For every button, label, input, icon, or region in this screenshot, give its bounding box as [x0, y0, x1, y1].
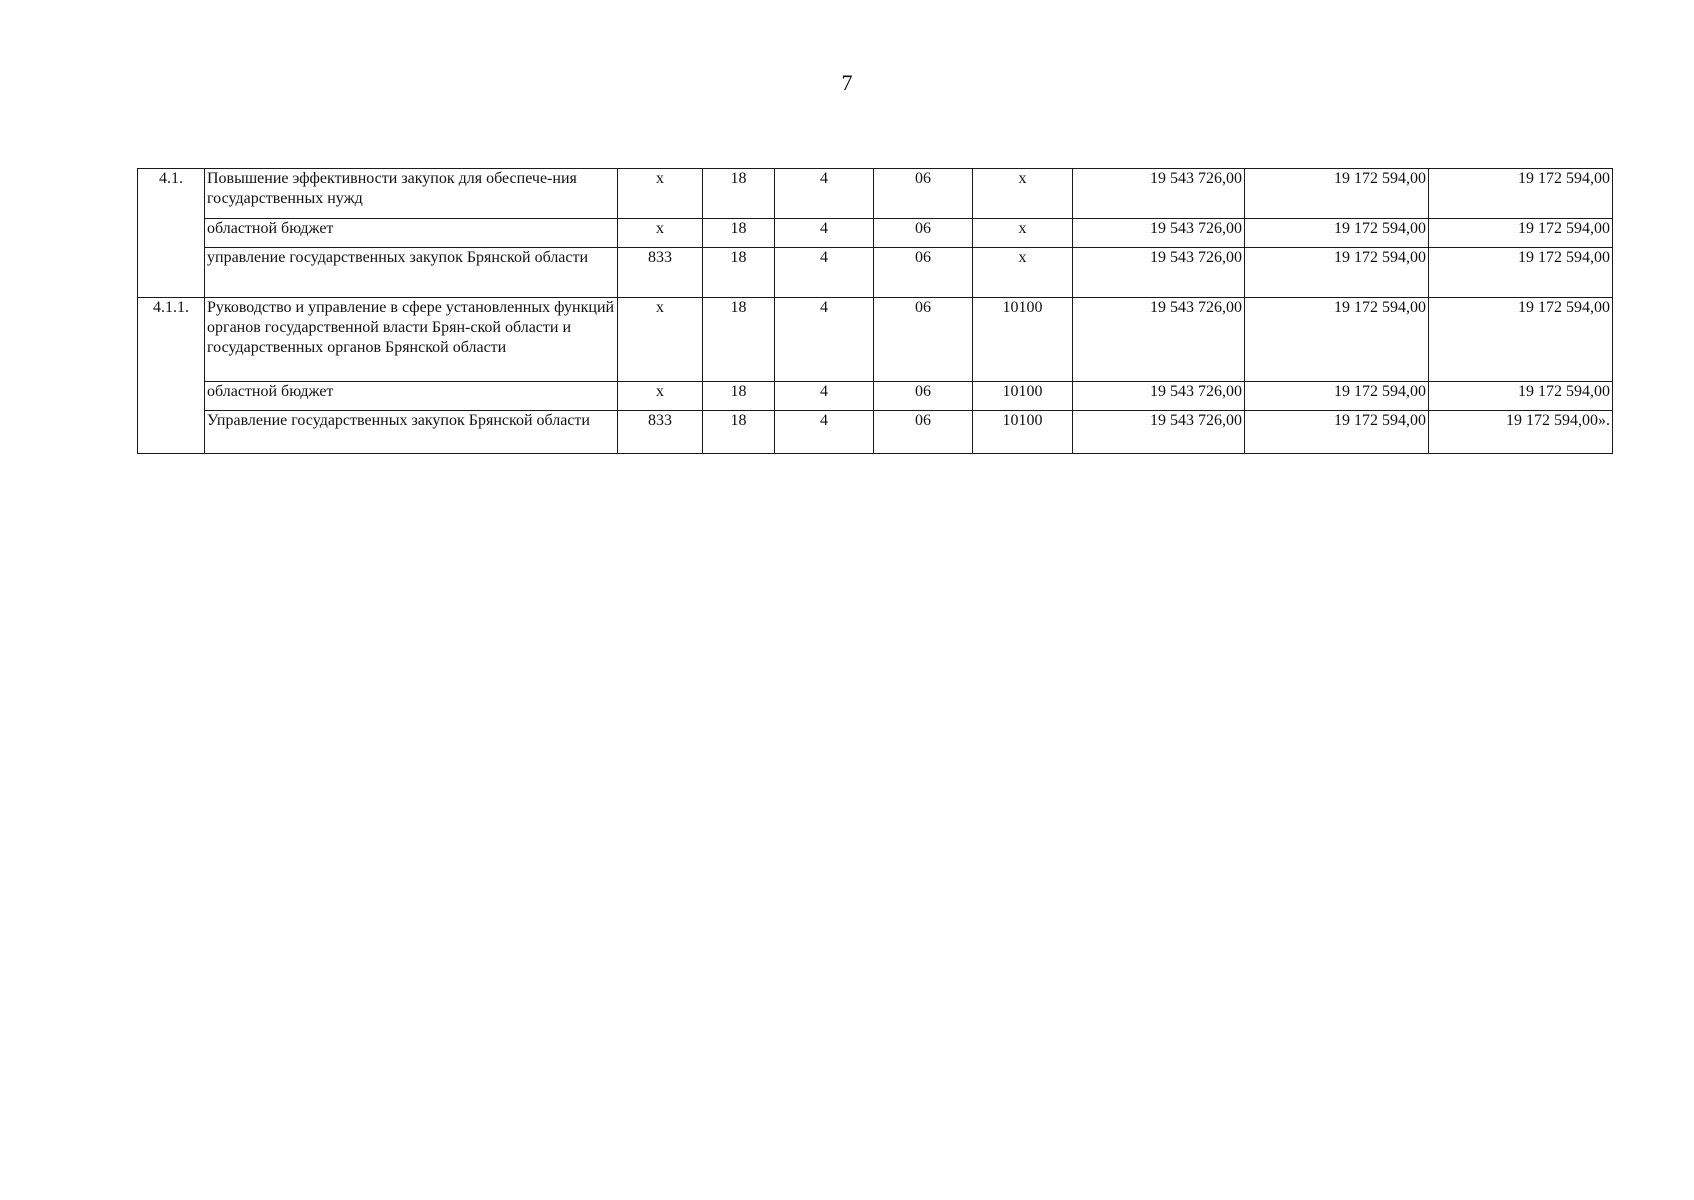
amount-cell: 19 172 594,00	[1429, 382, 1613, 411]
item-name-cell: Руководство и управление в сфере установленных функций органов государственной власти Брян-ской области и государственных органов Брянской области	[205, 298, 618, 382]
code-cell: x	[618, 298, 703, 382]
item-name-cell: управление государственных закупок Брянской области	[205, 248, 618, 298]
item-name-cell: Управление государственных закупок Брянской области	[205, 411, 618, 454]
code-cell: 4	[775, 411, 874, 454]
amount-cell: 19 172 594,00».	[1429, 411, 1613, 454]
code-cell: 4	[775, 169, 874, 219]
row-number-cell: 4.1.1.	[138, 298, 205, 454]
amount-cell: 19 172 594,00	[1429, 169, 1613, 219]
amount-cell: 19 172 594,00	[1245, 219, 1429, 248]
amount-cell: 19 172 594,00	[1429, 219, 1613, 248]
amount-cell: 19 172 594,00	[1429, 298, 1613, 382]
code-cell: 833	[618, 248, 703, 298]
code-cell: 06	[874, 219, 973, 248]
table-row	[138, 411, 1613, 454]
amount-cell: 19 543 726,00	[1073, 169, 1245, 219]
code-cell: 18	[703, 248, 775, 298]
code-cell: x	[618, 219, 703, 248]
code-cell: x	[618, 382, 703, 411]
code-cell: 4	[775, 248, 874, 298]
code-cell: 18	[703, 219, 775, 248]
amount-cell: 19 543 726,00	[1073, 248, 1245, 298]
table-row	[138, 298, 1613, 382]
code-cell: 4	[775, 219, 874, 248]
amount-cell: 19 543 726,00	[1073, 382, 1245, 411]
code-cell: 06	[874, 169, 973, 219]
table-row	[138, 382, 1613, 411]
amount-cell: 19 543 726,00	[1073, 219, 1245, 248]
code-cell: 06	[874, 298, 973, 382]
code-cell: x	[973, 248, 1073, 298]
table-row	[138, 219, 1613, 248]
code-cell: 18	[703, 411, 775, 454]
code-cell: 06	[874, 382, 973, 411]
amount-cell: 19 543 726,00	[1073, 411, 1245, 454]
code-cell: 18	[703, 298, 775, 382]
table-row	[138, 169, 1613, 219]
code-cell: x	[618, 169, 703, 219]
amount-cell: 19 172 594,00	[1245, 382, 1429, 411]
amount-cell: 19 543 726,00	[1073, 298, 1245, 382]
code-cell: x	[973, 219, 1073, 248]
row-number-cell: 4.1.	[138, 169, 205, 298]
code-cell: 06	[874, 248, 973, 298]
amount-cell: 19 172 594,00	[1245, 298, 1429, 382]
code-cell: 10100	[973, 411, 1073, 454]
code-cell: 18	[703, 382, 775, 411]
budget-table	[137, 168, 1613, 454]
amount-cell: 19 172 594,00	[1245, 411, 1429, 454]
code-cell: 10100	[973, 298, 1073, 382]
amount-cell: 19 172 594,00	[1429, 248, 1613, 298]
item-name-cell: областной бюджет	[205, 382, 618, 411]
amount-cell: 19 172 594,00	[1245, 248, 1429, 298]
amount-cell: 19 172 594,00	[1245, 169, 1429, 219]
code-cell: 4	[775, 382, 874, 411]
code-cell: 833	[618, 411, 703, 454]
item-name-cell: областной бюджет	[205, 219, 618, 248]
page-number: 7	[841, 70, 853, 95]
table-row	[138, 248, 1613, 298]
code-cell: 06	[874, 411, 973, 454]
code-cell: x	[973, 169, 1073, 219]
item-name-cell: Повышение эффективности закупок для обеспече-ния государственных нужд	[205, 169, 618, 219]
code-cell: 4	[775, 298, 874, 382]
code-cell: 10100	[973, 382, 1073, 411]
code-cell: 18	[703, 169, 775, 219]
